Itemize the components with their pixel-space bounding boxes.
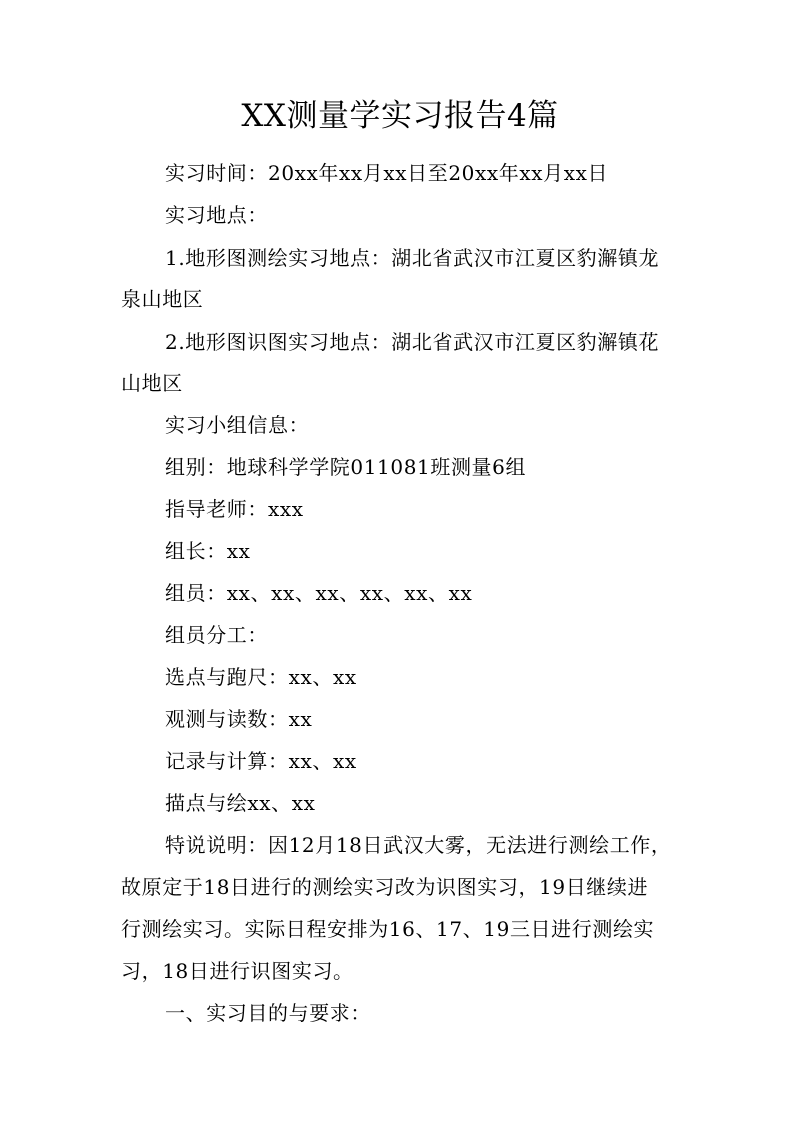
leader-line: 组长：xx <box>165 539 251 563</box>
instructor-line: 指导老师：xxx <box>165 497 304 521</box>
members-line: 组员：xx、xx、xx、xx、xx、xx <box>165 581 473 605</box>
division-heading: 组员分工： <box>165 623 268 647</box>
special-note-line-1: 特说说明：因12月18日武汉大雾，无法进行测绘工作， <box>165 833 672 857</box>
group-info-heading: 实习小组信息： <box>165 413 310 437</box>
location-1-line: 1.地形图测绘实习地点：湖北省武汉市江夏区豹澥镇龙 <box>165 246 660 270</box>
special-note-line-4: 习，18日进行识图实习。 <box>121 959 354 983</box>
special-note-line-2: 故原定于18日进行的测绘实习改为识图实习，19日继续进 <box>121 875 649 899</box>
document-title: XX测量学实习报告4篇 <box>241 98 559 134</box>
location-2-line: 2.地形图识图实习地点：湖北省武汉市江夏区豹澥镇花 <box>165 330 660 354</box>
recording-line: 记录与计算：xx、xx <box>165 749 357 773</box>
location-2-continuation: 山地区 <box>121 371 183 395</box>
internship-location-heading: 实习地点： <box>165 203 268 227</box>
group-line: 组别：地球科学学院011081班测量6组 <box>165 455 527 479</box>
internship-time-line: 实习时间：20xx年xx月xx日至20xx年xx月xx日 <box>165 161 609 185</box>
point-selection-line: 选点与跑尺：xx、xx <box>165 665 357 689</box>
location-1-continuation: 泉山地区 <box>121 287 204 311</box>
plotting-line: 描点与绘xx、xx <box>165 791 316 815</box>
special-note-line-3: 行测绘实习。实际日程安排为16、17、19三日进行测绘实 <box>121 917 655 941</box>
observation-line: 观测与读数：xx <box>165 707 313 731</box>
section-1-heading: 一、实习目的与要求： <box>165 1001 371 1025</box>
